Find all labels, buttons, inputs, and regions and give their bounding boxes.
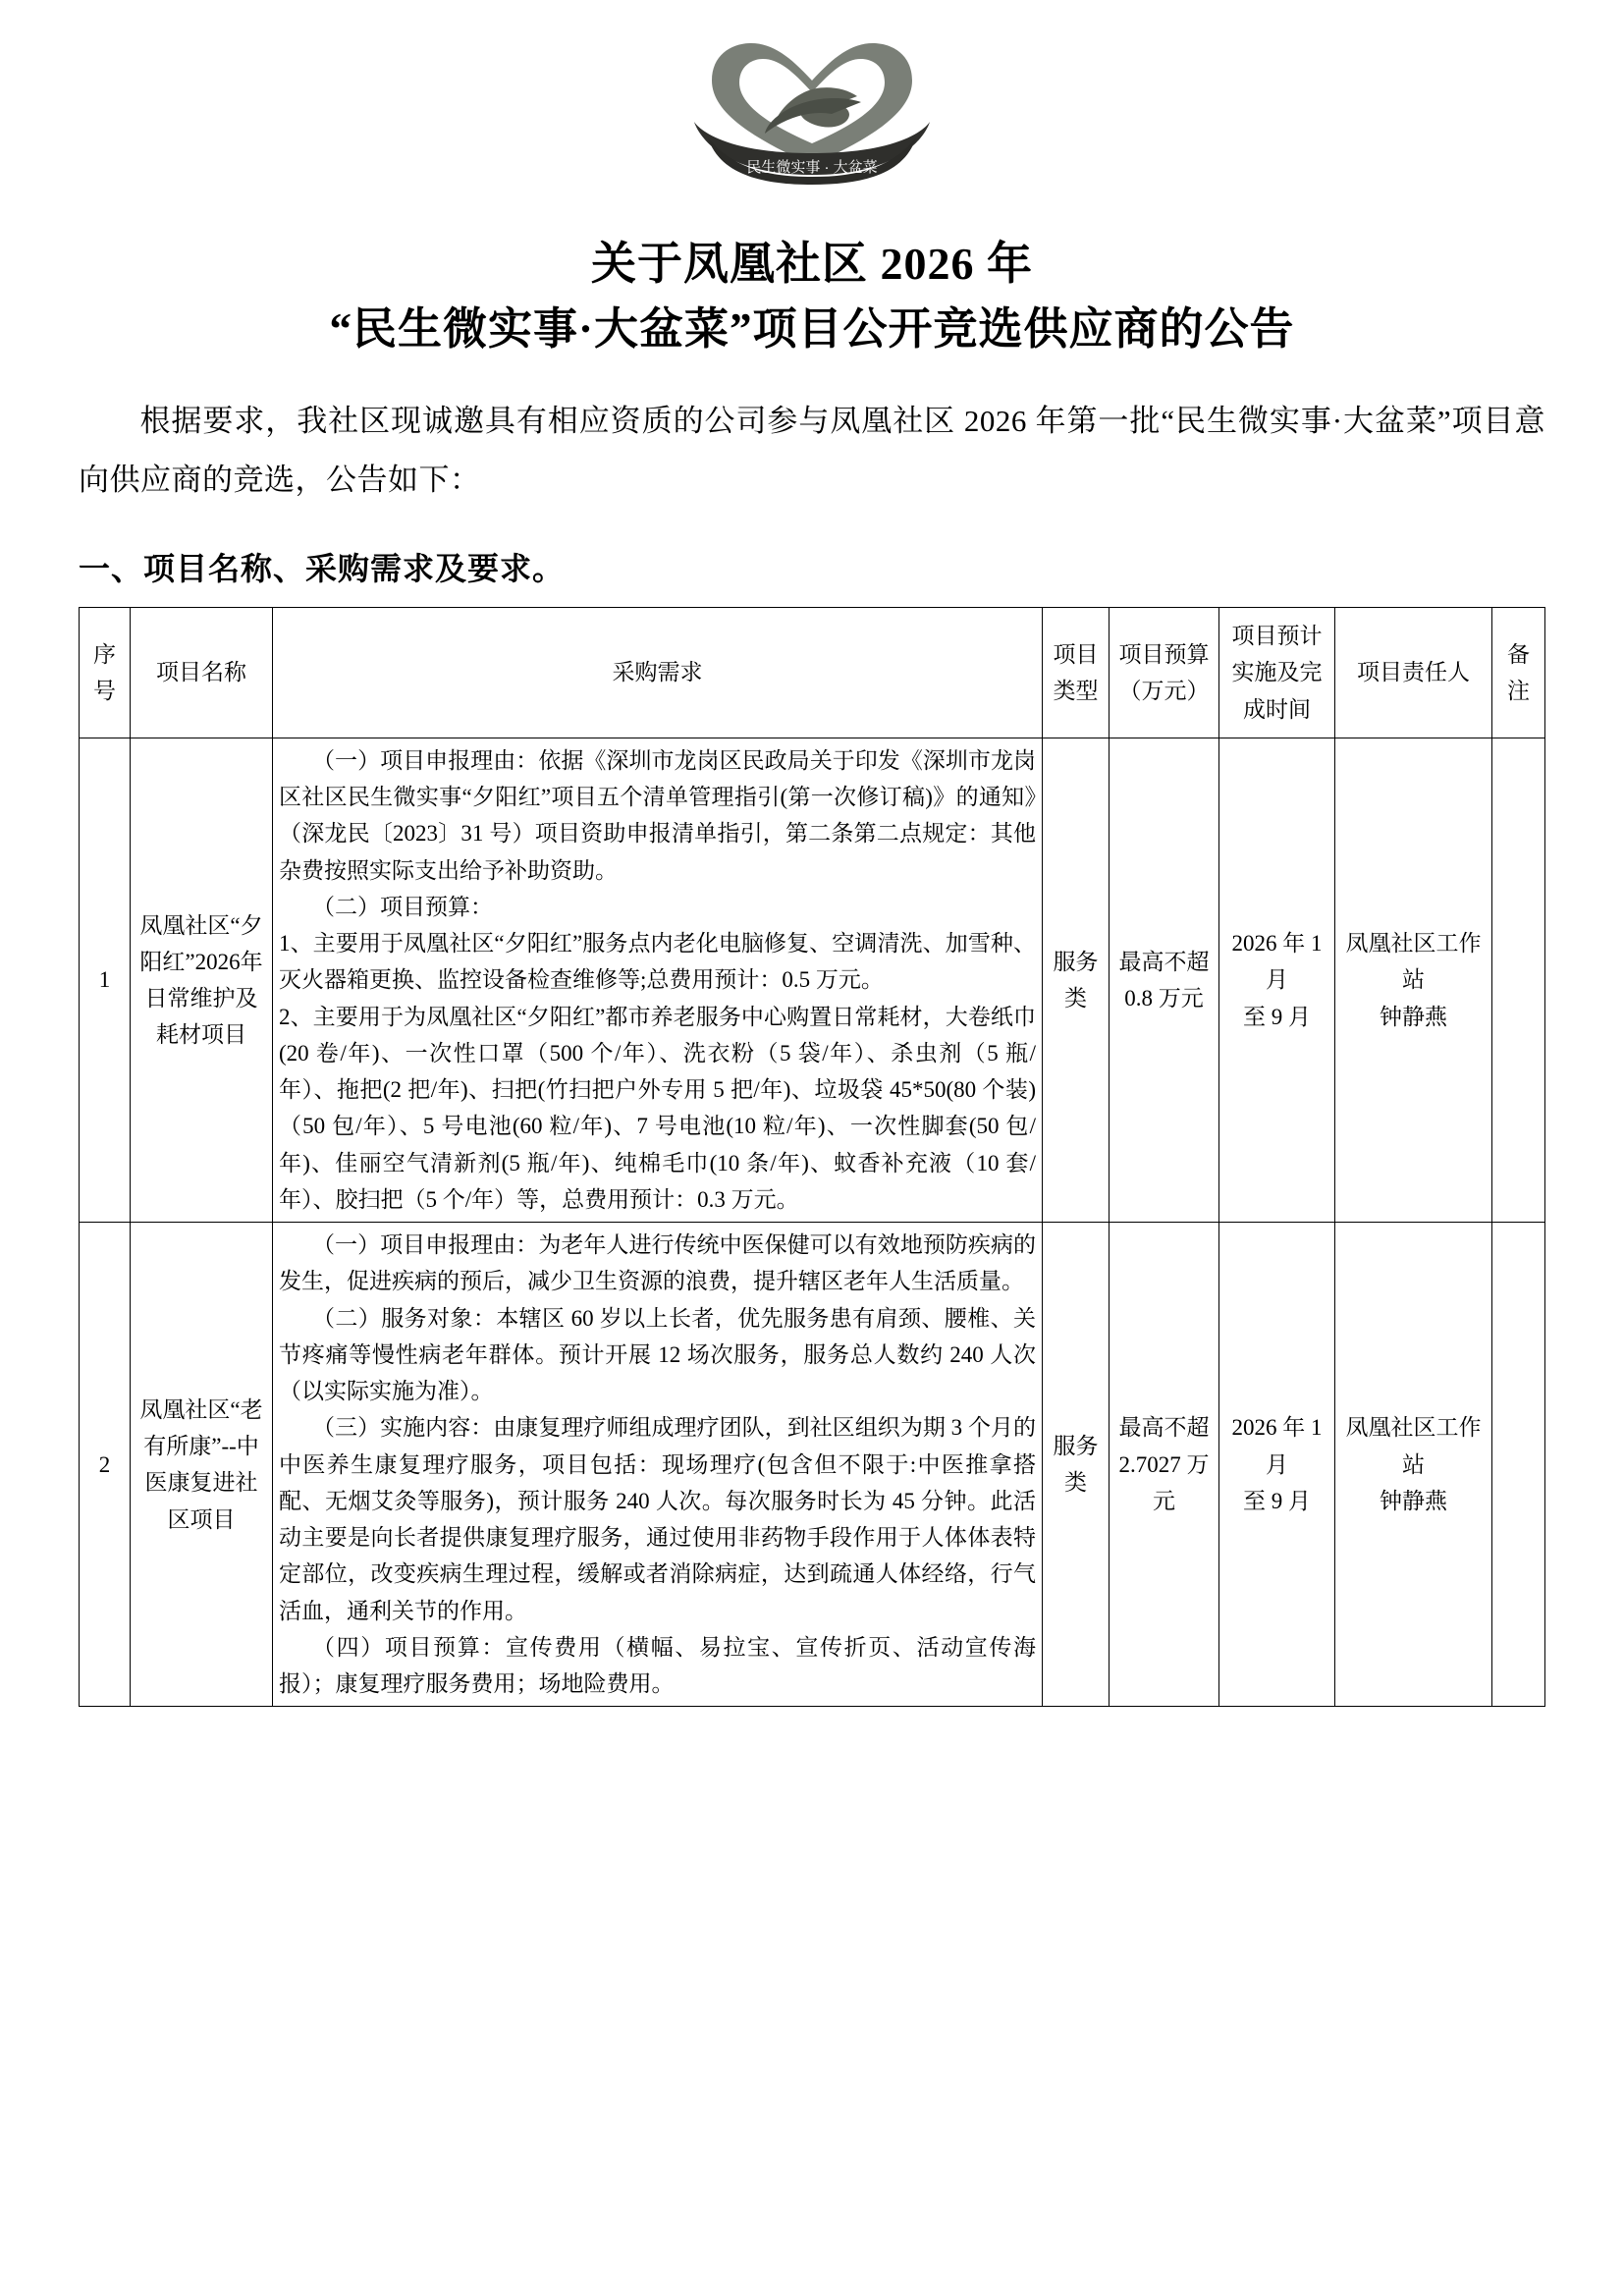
cell-owner: 凤凰社区工作站 钟静燕: [1335, 1223, 1492, 1707]
title-line-2: “民生微实事·大盆菜”项目公开竞选供应商的公告: [329, 303, 1295, 354]
logo-caption: 民生微实事 · 大盆菜: [746, 159, 878, 176]
header-remark: 备注: [1492, 608, 1545, 738]
cell-type: 服务类: [1043, 1223, 1110, 1707]
cell-owner: 凤凰社区工作站 钟静燕: [1335, 738, 1492, 1222]
req-paragraph: （二）项目预算：: [312, 894, 493, 919]
header-budget: 项目预算 （万元）: [1110, 608, 1219, 738]
cell-seq: 2: [80, 1223, 131, 1707]
header-name: 项目名称: [131, 608, 273, 738]
cell-requirement: [273, 1223, 1043, 1707]
procurement-table: [79, 607, 1545, 1707]
req-paragraph: 1、主要用于凤凰社区“夕阳红”服务点内老化电脑修复、空调清洗、加雪种、灭火器箱更换、监控设备检查维修等;总费用预计：0.5 万元。: [279, 931, 1036, 993]
cell-remark: [1492, 1223, 1545, 1707]
header-seq: 序号: [80, 608, 131, 738]
req-paragraph: （三）实施内容：由康复理疗师组成理疗团队，到社区组织为期 3 个月的中医养生康复理疗服务，项目包括：现场理疗(包含但不限于:中医推拿搭配、无烟艾灸等服务)，预计服务 240 人次。每次服务时长为 45 分钟。此活动主要是向长者提供康复理疗服务，通过使用非药物手段作用于人体体表特定部位，改变疾病生理过程，缓解或者消除病症，达到疏通人体经络，行气活血，通利关节的作用。: [279, 1415, 1036, 1623]
req-paragraph: （四）项目预算：宣传费用（横幅、易拉宝、宣传折页、活动宣传海报）；康复理疗服务费用；场地险费用。: [279, 1634, 1036, 1697]
cell-name: 凤凰社区“夕阳红”2026年日常维护及耗材项目: [131, 738, 273, 1222]
header-time: 项目预计 实施及完 成时间: [1219, 608, 1335, 738]
header-type: 项目 类型: [1043, 608, 1110, 738]
cell-time: 2026 年 1 月 至 9 月: [1219, 738, 1335, 1222]
cell-budget: 最高不超 2.7027 万元: [1110, 1223, 1219, 1707]
section-heading: 一、项目名称、采购需求及要求。: [79, 550, 566, 586]
intro-text: 根据要求，我社区现诚邀具有相应资质的公司参与凤凰社区 2026 年第一批“民生微实事·大盆菜”项目意向供应商的竞选，公告如下：: [79, 403, 1545, 498]
req-paragraph: （一）项目申报理由：依据《深圳市龙岗区民政局关于印发《深圳市龙岗区社区民生微实事“夕阳红”项目五个清单管理指引(第一次修订稿)》的通知》（深龙民〔2023〕31 号）项目资助申报清单指引，第二条第二点规定：其他杂费按照实际支出给予补助资助。: [279, 747, 1036, 883]
table-row: [80, 1223, 1545, 1707]
cell-type: 服务类: [1043, 738, 1110, 1222]
cell-seq: 1: [80, 738, 131, 1222]
intro-paragraph: [79, 392, 1545, 511]
page-title: [79, 232, 1545, 361]
cell-requirement: [273, 738, 1043, 1222]
title-line-1: 关于凤凰社区 2026 年: [591, 239, 1033, 289]
cell-budget: 最高不超 0.8 万元: [1110, 738, 1219, 1222]
cell-time: 2026 年 1 月 至 9 月: [1219, 1223, 1335, 1707]
req-paragraph: 2、主要用于为凤凰社区“夕阳红”都市养老服务中心购置日常耗材，大卷纸巾(20 卷/年)、一次性口罩（500 个/年）、洗衣粉（5 袋/年）、杀虫剂（5 瓶/年）、拖把(2 把/年)、扫把(竹扫把户外专用 5 把/年)、垃圾袋 45*50(80 个装)（50 包/年）、5 号电池(60 粒/年)、7 号电池(10 粒/年)、一次性脚套(50 包/年)、佳丽空气清新剂(5 瓶/年)、纯棉毛巾(10 条/年)、蚊香补充液（10 套/年）、胶扫把（5 个/年）等，总费用预计：0.3 万元。: [279, 1004, 1036, 1212]
logo-area: [79, 0, 1545, 204]
header-owner: 项目责任人: [1335, 608, 1492, 738]
cell-name: 凤凰社区“老有所康”--中医康复进社区项目: [131, 1223, 273, 1707]
table-body: [80, 738, 1545, 1707]
req-paragraph: （一）项目申报理由：为老年人进行传统中医保健可以有效地预防疾病的发生，促进疾病的预后，减少卫生资源的浪费，提升辖区老年人生活质量。: [279, 1232, 1036, 1294]
heart-bowl-logo: [665, 27, 959, 185]
cell-remark: [1492, 738, 1545, 1222]
table-header-row: [80, 608, 1545, 738]
req-paragraph: （二）服务对象：本辖区 60 岁以上长者，优先服务患有肩颈、腰椎、关节疼痛等慢性病老年群体。预计开展 12 场次服务，服务总人数约 240 人次（以实际实施为准）。: [279, 1305, 1036, 1404]
header-requirement: 采购需求: [273, 608, 1043, 738]
table-row: [80, 738, 1545, 1222]
